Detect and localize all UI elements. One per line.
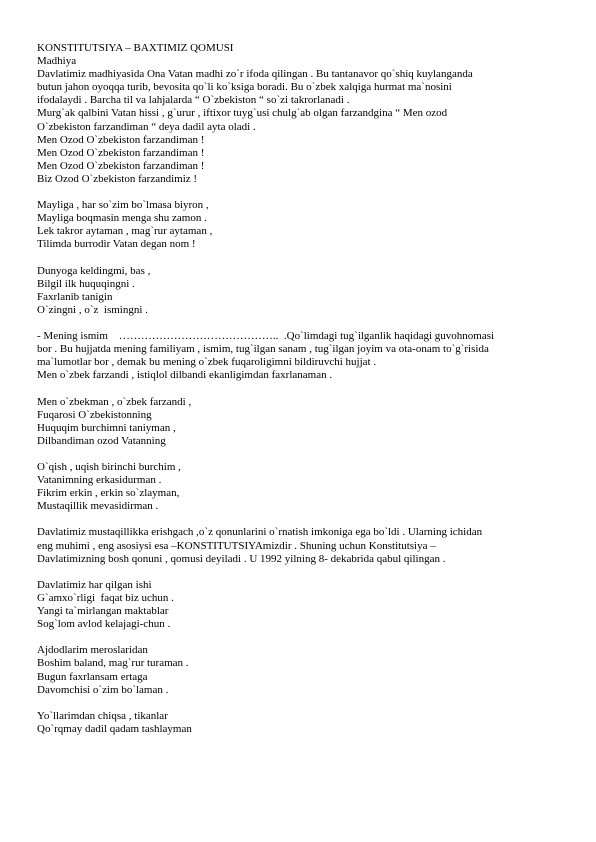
blank-line xyxy=(37,317,557,330)
blank-line xyxy=(37,513,557,526)
verse-line: Yo`llarimdan chiqsa , tikanlar xyxy=(37,709,168,722)
text-line: - Mening ismim …………………………………….. .Qo`limdagi tug`ilganlik haqidagi guvohnomasi xyxy=(37,330,495,343)
poem-stanza-3 xyxy=(37,396,557,448)
blank-line xyxy=(37,697,557,710)
blank-line xyxy=(37,186,557,199)
verse-line: Faxrlanib tanigin xyxy=(37,290,113,303)
verse-line: Bilgil ilk huquqingni . xyxy=(37,277,135,290)
verse-line: Dilbandiman ozod Vatanning xyxy=(37,434,166,447)
section-title: Madhiya xyxy=(37,55,77,68)
verse-line: Qo`rqmay dadil qadam tashlayman xyxy=(37,722,192,735)
text-line: O`zbekiston farzandiman “ deya dadil ayta oladi . xyxy=(37,120,256,133)
verse-line: Ajdodlarim meroslaridan xyxy=(37,644,148,657)
poem-stanza-7 xyxy=(37,710,557,736)
verse-line: Sog`lom avlod kelajagi-chun . xyxy=(37,618,171,631)
intro-paragraph xyxy=(37,68,557,186)
verse-line: Fikrim erkin , erkin so`zlayman, xyxy=(37,487,180,500)
poem-stanza-4 xyxy=(37,461,557,513)
poem-stanza-2 xyxy=(37,265,557,317)
poem-stanza-5 xyxy=(37,579,557,631)
verse-line: Mayliga boqmasin menga shu zamon . xyxy=(37,212,207,225)
text-line: Murg`ak qalbini Vatan hissi , g`urur , iftixor tuyg`usi chulg`ab olgan farzandgina “ Men ozod xyxy=(37,107,448,120)
verse-line: O`qish , uqish birinchi burchim , xyxy=(37,461,181,473)
verse-line: Tilimda burrodir Vatan degan nom ! xyxy=(37,238,196,251)
text-line: Davlatimiz mustaqillikka erishgach ,o`z qonunlarini o`rnatish imkoniga ega bo`ldi . Ularning ichidan xyxy=(37,526,483,539)
poem-stanza-6 xyxy=(37,644,557,696)
blank-line xyxy=(37,631,557,644)
text-line: Biz Ozod O`zbekiston farzandimiz ! xyxy=(37,172,198,185)
verse-line: Dunyoga keldingmi, bas , xyxy=(37,264,151,277)
verse-line: Bugun faxrlansam ertaga xyxy=(37,670,148,683)
poem-stanza-1 xyxy=(37,199,557,251)
verse-line: Mayliga , har so`zim bo`lmasa biyron , xyxy=(37,199,209,212)
text-line: ifodalaydi . Barcha til va lahjalarda “ O`zbekiston “ so`zi takrorlanadi . xyxy=(37,94,350,107)
text-line: Men o`zbek farzandi , istiqlol dilbandi ekanligimdan faxrlanaman . xyxy=(37,369,333,382)
verse-line: Davomchisi o`zim bo`laman . xyxy=(37,683,169,696)
text-line: Men Ozod O`zbekiston farzandiman ! xyxy=(37,146,205,159)
verse-line: Yangi ta`mirlangan maktablar xyxy=(37,605,169,618)
blank-line xyxy=(37,566,557,579)
text-line: eng muhimi , eng asosiysi esa –KONSTITUTSIYAmizdir . Shuning uchun Konstitutsiya – xyxy=(37,539,436,552)
text-line: Davlatimizning bosh qonuni , qomusi deyiladi . U 1992 yilning 8- dekabrida qabul qilingan . xyxy=(37,552,446,565)
blank-line xyxy=(37,382,557,395)
text-line: Davlatimiz madhiyasida Ona Vatan madhi zo`r ifoda qilingan . Bu tantanavor qo`shiq kuylanganda xyxy=(37,68,473,81)
blank-line xyxy=(37,448,557,461)
paragraph-birth-certificate xyxy=(37,330,557,382)
document-title: KONSTITUTSIYA – BAXTIMIZ QOMUSI xyxy=(37,42,234,54)
verse-line: Vatanimning erkasidurman . xyxy=(37,474,162,487)
verse-line: Boshim baland, mag`rur turaman . xyxy=(37,657,189,670)
paragraph-constitution xyxy=(37,526,557,565)
verse-line: Men o`zbekman , o`zbek farzandi , xyxy=(37,395,192,408)
text-line: bor . Bu hujjatda mening familiyam , ismim, tug`ilgan sanam , tug`ilgan joyim va ota-onam to`g`risida xyxy=(37,343,489,356)
verse-line: Mustaqillik mevasidirman . xyxy=(37,500,159,513)
text-line: ma`lumotlar bor , demak bu mening o`zbek fuqaroligimni bildiruvchi hujjat . xyxy=(37,356,377,369)
blank-line xyxy=(37,252,557,265)
text-line: butun jahon oyoqqa turib, bevosita qo`li ko`ksiga boradi. Bu o`zbek xalqiga hurmat ma`nosini xyxy=(37,81,452,94)
verse-line: Fuqarosi O`zbekistonning xyxy=(37,408,152,421)
verse-line: Lek takror aytaman , mag`rur aytaman , xyxy=(37,225,213,238)
text-line: Men Ozod O`zbekiston farzandiman ! xyxy=(37,133,205,146)
verse-line: Huquqim burchimni taniyman , xyxy=(37,421,176,434)
verse-line: G`amxo`rligi faqat biz uchun . xyxy=(37,591,174,604)
text-line: Men Ozod O`zbekiston farzandiman ! xyxy=(37,159,205,172)
verse-line: Davlatimiz har qilgan ishi xyxy=(37,578,152,591)
document-page xyxy=(37,42,557,736)
verse-line: O`zingni , o`z ismingni . xyxy=(37,303,148,316)
